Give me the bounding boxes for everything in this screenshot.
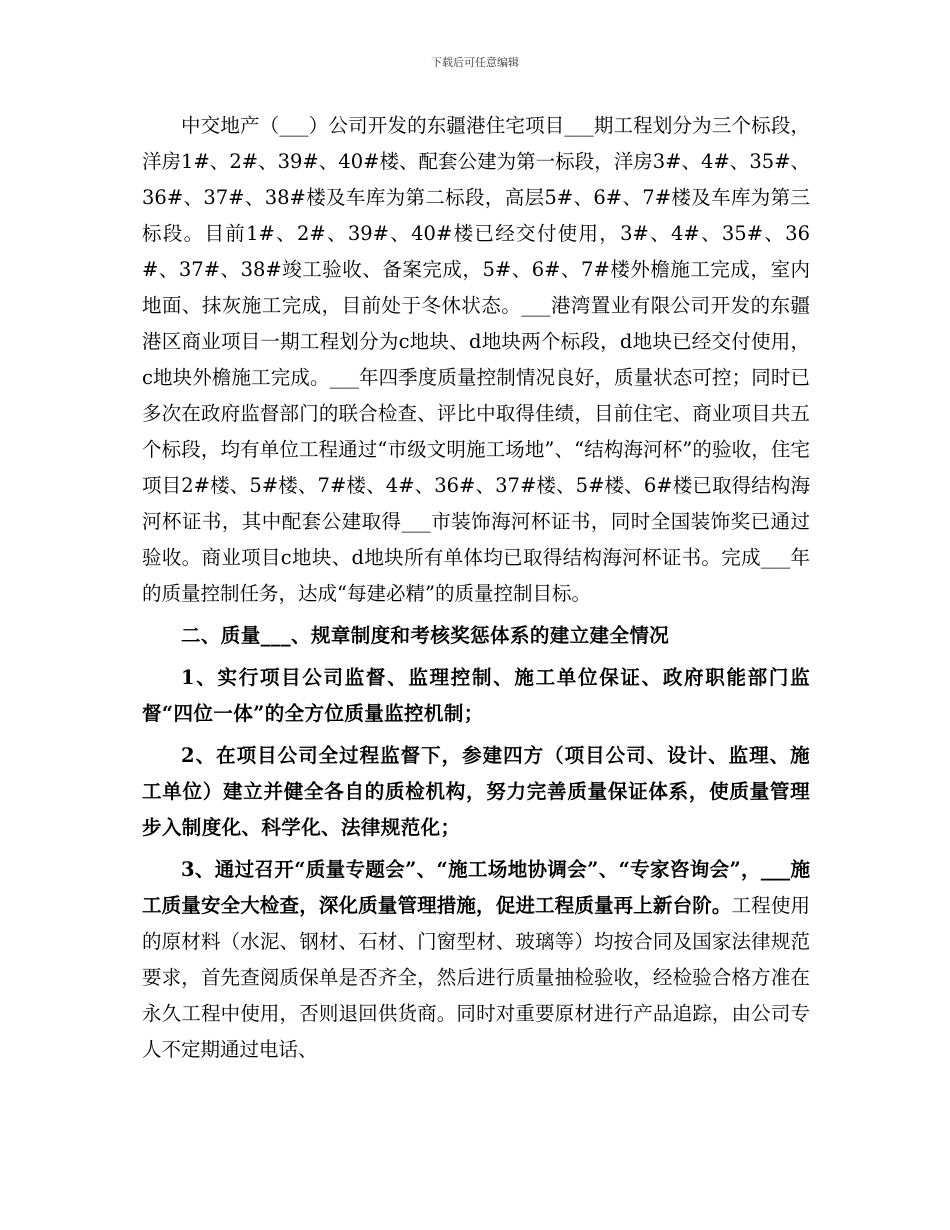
list-item-3 bbox=[142, 852, 810, 1068]
list-item-1: 1、实行项目公司监督、监理控制、施工单位保证、政府职能部门监督“四位一体”的全方位质量监控机制； bbox=[142, 666, 810, 725]
page-header: 下载后可任意编辑 bbox=[431, 56, 519, 69]
section-heading-quality-system: 二、质量___、规章制度和考核奖惩体系的建立建全情况 bbox=[181, 624, 670, 647]
list-item-2: 2、在项目公司全过程监督下，参建四方（项目公司、设计、监理、施工单位）建立并健全各自的质检机构，努力完善质量保证体系，使质量管理步入制度化、科学化、法律规范化； bbox=[142, 744, 810, 839]
list-item-3-bold: 3、通过召开“质量专题会”、“施工场地协调会”、“专家咨询会”，___施工质量安全大检查，深化质量管理措施，促进工程质量再上新台阶。 bbox=[142, 858, 810, 917]
list-item-3-tail: 工程使用的原材料（水泥、钢材、石材、门窗型材、玻璃等）均按合同及国家法律规范要求，首先查阅质保单是否齐全，然后进行质量抽检验收，经检验合格方准在永久工程中使用，否则退回供货商。同时对重要原材进行产品追踪，由公司专人不定期通过电话、 bbox=[142, 894, 810, 1061]
document-body bbox=[142, 108, 810, 1068]
paragraph-project-overview: 中交地产（___）公司开发的东疆港住宅项目___期工程划分为三个标段，洋房1#、2#、39#、40#楼、配套公建为第一标段，洋房3#、4#、35#、36#、37#、38#楼及车库为第二标段，高层5#、6#、7#楼及车库为第三标段。目前1#、2#、39#、40#楼已经交付使用，3#、4#、35#、36#、37#、38#竣工验收、备案完成，5#、6#、7#楼外檐施工完成，室内地面、抹灰施工完成，目前处于冬休状态。___港湾置业有限公司开发的东疆港区商业项目一期工程划分为c地块、d地块两个标段，d地块已经交付使用，c地块外檐施工完成。___年四季度质量控制情况良好，质量状态可控；同时已多次在政府监督部门的联合检查、评比中取得佳绩，目前住宅、商业项目共五个标段，均有单位工程通过“市级文明施工场地”、“结构海河杯”的验收，住宅项目2#楼、5#楼、7#楼、4#、36#、37#楼、5#楼、6#楼已取得结构海河杯证书，其中配套公建取得___市装饰海河杯证书，同时全国装饰奖已通过验收。商业项目c地块、d地块所有单体均已取得结构海河杯证书。完成___年的质量控制任务，达成“每建必精”的质量控制目标。 bbox=[142, 114, 810, 605]
